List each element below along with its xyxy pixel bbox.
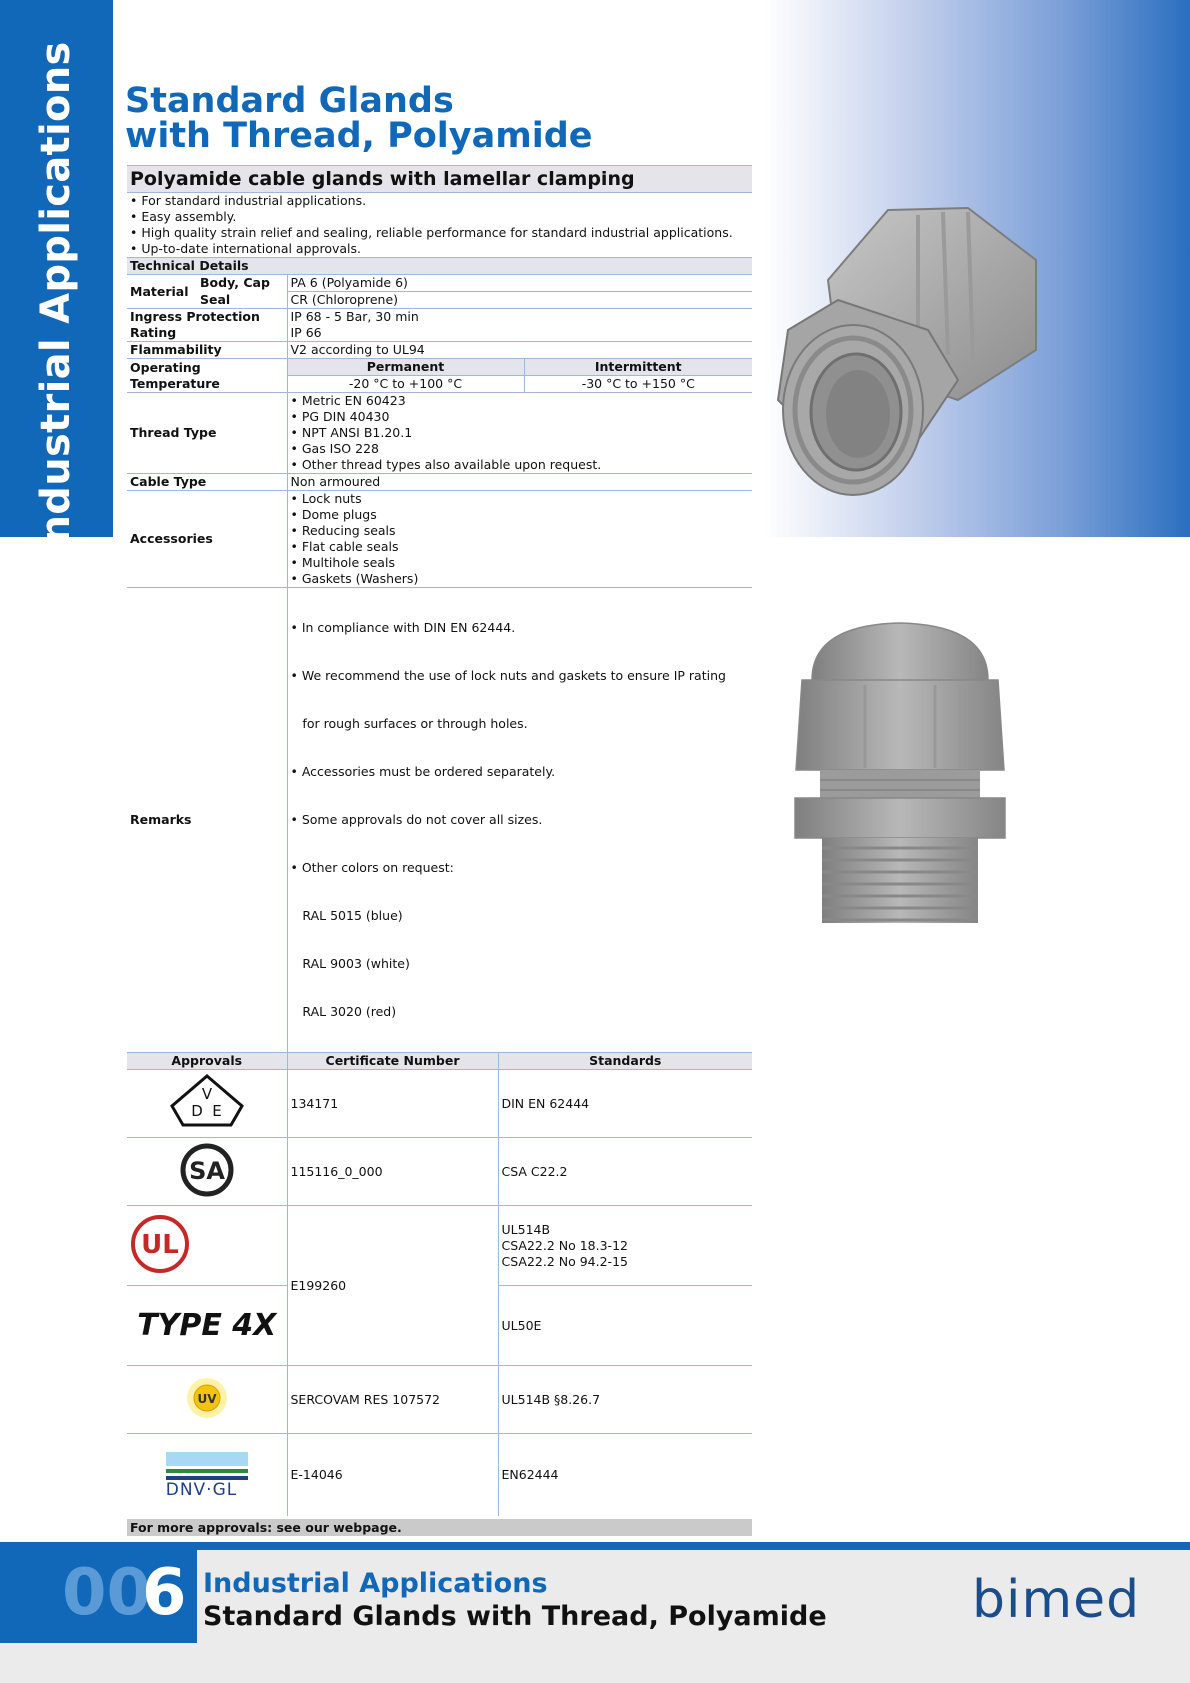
bimed-logo: bimed xyxy=(972,1570,1141,1630)
seal-value: CR (Chloroprene) xyxy=(287,292,752,309)
uv-certificate: SERCOVAM RES 107572 xyxy=(287,1366,498,1434)
side-label: Industrial Applications xyxy=(33,41,79,559)
temp-permanent-value: -20 °C to +100 °C xyxy=(287,376,524,393)
svg-text:E: E xyxy=(212,1101,222,1120)
thread-type-item: • Metric EN 60423 xyxy=(290,393,406,408)
accessory-item: • Multihole seals xyxy=(290,555,395,570)
vde-certificate: 134171 xyxy=(287,1070,498,1138)
svg-text:UL: UL xyxy=(141,1229,179,1260)
feature-item: • High quality strain relief and sealing, reliable performance for standard industrial applications. xyxy=(130,225,733,240)
ul-standard-item: UL514B xyxy=(501,1221,551,1237)
section-subtitle: Polyamide cable glands with lamellar clamping xyxy=(127,165,752,193)
remark-item: • In compliance with DIN EN 62444. xyxy=(290,620,516,635)
remarks-values xyxy=(287,588,752,1053)
ul-standard-item: CSA22.2 No 94.2-15 xyxy=(501,1253,628,1269)
body-cap-value: PA 6 (Polyamide 6) xyxy=(287,275,752,292)
remark-item: for rough surfaces or through holes. xyxy=(290,716,528,731)
feature-item: • Easy assembly. xyxy=(130,209,237,224)
ip-values xyxy=(287,309,752,342)
footer-title: Standard Glands with Thread, Polyamide xyxy=(203,1601,827,1632)
footer-category: Industrial Applications xyxy=(203,1568,548,1599)
thread-type-item: • Other thread types also available upon request. xyxy=(290,457,602,472)
accessory-item: • Dome plugs xyxy=(290,507,377,522)
remark-item: • Some approvals do not cover all sizes. xyxy=(290,812,543,827)
feature-item: • Up-to-date international approvals. xyxy=(130,241,361,256)
title-line-2: with Thread, Polyamide xyxy=(125,116,593,156)
flammability-label: Flammability xyxy=(127,342,287,359)
remark-item: • We recommend the use of lock nuts and gaskets to ensure IP rating xyxy=(290,668,726,683)
thread-type-values xyxy=(287,393,752,474)
accessory-item: • Lock nuts xyxy=(290,491,362,506)
page-number xyxy=(0,1542,197,1643)
csa-logo-icon xyxy=(179,1142,235,1198)
accessories-values xyxy=(287,491,752,588)
accessory-item: • Flat cable seals xyxy=(290,539,399,554)
type-4x-logo: TYPE 4X xyxy=(127,1286,287,1366)
accessory-item: • Reducing seals xyxy=(290,523,396,538)
ul-approval-cell xyxy=(127,1206,287,1286)
dnv-approval-cell xyxy=(127,1434,287,1516)
remark-item: RAL 9003 (white) xyxy=(290,956,410,971)
thread-type-item: • Gas ISO 228 xyxy=(290,441,379,456)
uv-sun-icon xyxy=(185,1376,229,1420)
spec-content xyxy=(127,165,752,1536)
approvals-table xyxy=(127,1053,752,1516)
uv-standard: UL514B §8.26.7 xyxy=(498,1366,752,1434)
temperature-label: Operating Temperature xyxy=(127,359,287,393)
remark-item: • Accessories must be ordered separately. xyxy=(290,764,556,779)
svg-text:V: V xyxy=(201,1084,212,1103)
page-number-prefix: 00 xyxy=(62,1556,152,1630)
accessory-item: • Gaskets (Washers) xyxy=(290,571,419,586)
thread-type-item: • PG DIN 40430 xyxy=(290,409,390,424)
ip-value: IP 66 xyxy=(290,325,322,340)
thread-type-label: Thread Type xyxy=(127,393,287,474)
temp-permanent-label: Permanent xyxy=(287,359,524,376)
material-label: Material xyxy=(127,275,197,309)
uv-approval-cell xyxy=(127,1366,287,1434)
title-line-1: Standard Glands xyxy=(125,81,454,121)
ip-label: Ingress Protection Rating xyxy=(127,309,287,342)
technical-details-header: Technical Details xyxy=(127,258,752,275)
feature-item: • For standard industrial applications. xyxy=(130,193,367,208)
gland-side-image xyxy=(790,620,1010,925)
remark-item: RAL 5015 (blue) xyxy=(290,908,403,923)
cable-type-value: Non armoured xyxy=(287,474,752,491)
cable-type-label: Cable Type xyxy=(127,474,287,491)
csa-certificate: 115116_0_000 xyxy=(287,1138,498,1206)
technical-details-table xyxy=(127,257,752,1053)
dnv-logo-icon xyxy=(166,1452,248,1498)
page-number-digit: 6 xyxy=(142,1556,187,1630)
approvals-header: Approvals xyxy=(127,1053,287,1070)
remarks-label: Remarks xyxy=(127,588,287,1053)
certificate-header: Certificate Number xyxy=(287,1053,498,1070)
svg-text:SA: SA xyxy=(188,1156,225,1185)
csa-standard: CSA C22.2 xyxy=(498,1138,752,1206)
temp-intermittent-label: Intermittent xyxy=(524,359,752,376)
ul-standard-item: CSA22.2 No 18.3-12 xyxy=(501,1237,628,1253)
accessories-label: Accessories xyxy=(127,491,287,588)
seal-label: Seal xyxy=(197,292,287,309)
svg-text:UV: UV xyxy=(197,1391,217,1406)
csa-approval-cell xyxy=(127,1138,287,1206)
temp-intermittent-value: -30 °C to +150 °C xyxy=(524,376,752,393)
remark-item: • Other colors on request: xyxy=(290,860,454,875)
dnv-standard: EN62444 xyxy=(498,1434,752,1516)
more-approvals-note: For more approvals: see our webpage. xyxy=(127,1519,752,1536)
vde-standard: DIN EN 62444 xyxy=(498,1070,752,1138)
dnv-certificate: E-14046 xyxy=(287,1434,498,1516)
page-title xyxy=(125,81,593,156)
ip-value: IP 68 - 5 Bar, 30 min xyxy=(290,309,419,324)
vde-logo-icon xyxy=(169,1073,245,1131)
remark-item: RAL 3020 (red) xyxy=(290,1004,397,1019)
svg-text:D: D xyxy=(190,1101,203,1120)
ul-certificate: E199260 xyxy=(287,1206,498,1366)
body-cap-label: Body, Cap xyxy=(200,275,270,291)
type-4x-standard: UL50E xyxy=(498,1286,752,1366)
dnv-logo-text: DNV·GL xyxy=(165,1479,238,1500)
ul-logo-icon xyxy=(130,1214,190,1274)
flammability-value: V2 according to UL94 xyxy=(287,342,752,359)
gland-angled-image xyxy=(768,200,1068,510)
standards-header: Standards xyxy=(498,1053,752,1070)
thread-type-item: • NPT ANSI B1.20.1 xyxy=(290,425,413,440)
ul-standards xyxy=(498,1206,752,1286)
vde-approval-cell xyxy=(127,1070,287,1138)
